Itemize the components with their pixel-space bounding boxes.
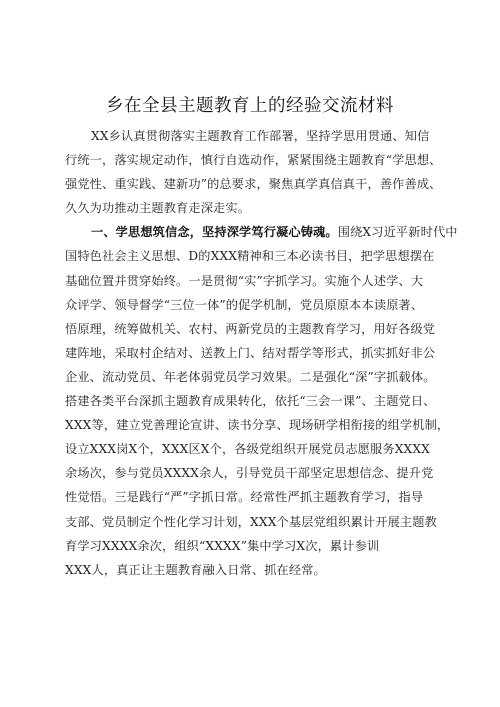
paragraph-line: 众评学、领导督学“三位一体”的促学机制，党员原原本本读原著、 <box>65 297 424 312</box>
paragraph-line: 强党性、重实践、建新功”的总要求，聚焦真学真信真干，善作善成、 <box>65 177 442 192</box>
paragraph-line: 育学习XXXX余次，组织“XXXX”集中学习X次，累计参训 <box>65 538 380 553</box>
paragraph-line: 悟原理，统筹做机关、农村、两新党员的主题教育学习，用好各级党 <box>65 321 436 336</box>
paragraph-line: 设立XXX岗X个，XXX区X个，各级党组织开展党员志愿服务XXXX <box>65 442 431 457</box>
paragraph-line: 国特色社会主义思想、D的XXX精神和三本必读书目，把学思想摆在 <box>65 249 435 264</box>
paragraph-line: 行统一，落实规定动作，慎行自选动作，紧紧围绕主题教育“学思想、 <box>65 153 442 168</box>
paragraph-line: 支部、党员制定个性化学习计划，XXX个基层党组织累计开展主题教 <box>65 514 437 529</box>
section-heading-line: 一、学思想筑信念，坚持深学笃行凝心铸魂。围绕X习近平新时代中 <box>91 225 458 240</box>
paragraph-line: 建阵地，采取村企结对、送教上门、结对帮学等形式，抓实抓好非公 <box>65 345 436 360</box>
paragraph-line: 基础位置并贯穿始终。一是贯彻“实”字抓学习。实施个人述学、大 <box>65 273 424 288</box>
paragraph-line: 久久为功推动主题教育走深走实。 <box>65 201 251 216</box>
paragraph-line: XX乡认真贯彻落实主题教育工作部署，坚持学思用贯通、知信 <box>91 129 430 143</box>
paragraph-line: 企业、流动党员、年老体弱党员学习效果。二是强化“深”字抓载体。 <box>65 369 436 384</box>
paragraph-line: 搭建各类平台深抓主题教育成果转化，依托“三会一课”、主题党日、 <box>65 394 436 409</box>
paragraph-line: XXX人，真正让主题教育融入日常、抓在经常。 <box>65 562 326 577</box>
paragraph-line: 性觉悟。三是践行“严”字抓日常。经常性严抓主题教育学习，指导 <box>65 490 424 505</box>
section-heading: 一、学思想筑信念，坚持深学笃行凝心铸魂。 <box>91 225 338 240</box>
document-body <box>65 124 458 582</box>
paragraph-line: 余场次，参与党员XXXX余人，引导党员干部坚定思想信念、提升党 <box>65 466 434 481</box>
document-title: 乡在全县主题教育上的经验交流材料 <box>106 96 394 116</box>
paragraph-line: XXX等，建立党善理论宣讲、读书分享、现场研学相衔接的组学机制， <box>65 418 450 433</box>
